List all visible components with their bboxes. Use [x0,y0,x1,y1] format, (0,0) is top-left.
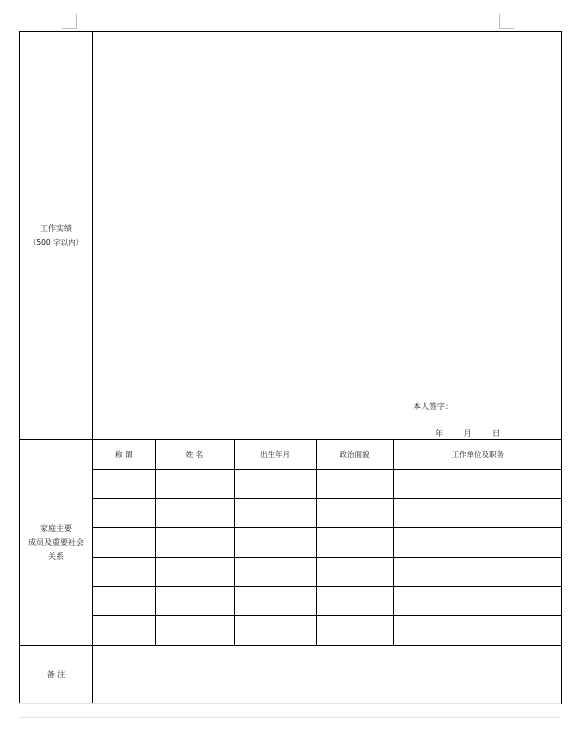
family-row [93,557,562,586]
political-status-cell[interactable] [316,469,393,498]
political-status-cell[interactable] [316,557,393,586]
name-cell[interactable] [155,557,234,586]
family-label-line1: 家庭主要 [40,523,72,533]
name-cell[interactable] [155,615,234,645]
family-row [93,498,562,527]
work-achievements-content[interactable] [93,32,562,440]
name-cell[interactable] [155,498,234,527]
date-day: 日 [492,429,501,438]
column-header-relation: 称 谓 [93,440,155,469]
signature-label: 本人签字： [413,402,453,411]
family-row [93,527,562,557]
birth-date-cell[interactable] [234,615,316,645]
remarks-label-cell [20,646,93,704]
political-status-cell[interactable] [316,498,393,527]
birth-date-cell[interactable] [234,557,316,586]
employer-position-cell[interactable] [393,498,562,527]
employer-position-cell[interactable] [393,527,562,557]
crop-mark-top-left-h [62,28,77,29]
date-year: 年 [435,429,443,438]
crop-mark-top-right-h [499,28,514,29]
column-header-name: 姓 名 [155,440,234,469]
column-header-employer-position: 工作单位及职务 [393,440,562,469]
family-label-line3: 关系 [48,551,64,561]
employer-position-cell[interactable] [393,557,562,586]
relation-cell[interactable] [93,557,155,586]
crop-mark-top-left-v [76,14,77,29]
birth-date-cell[interactable] [234,586,316,615]
family-members-table-cell [93,440,562,646]
work-achievements-label: 工作实绩 [40,223,72,233]
name-cell[interactable] [155,527,234,557]
word-limit-note: （500 字以内） [28,237,84,247]
family-label-line2: 成员及重要社会 [28,537,84,547]
birth-date-cell[interactable] [234,469,316,498]
relation-cell[interactable] [93,498,155,527]
page-bottom-edge [19,703,561,718]
relation-cell[interactable] [93,527,155,557]
relation-cell[interactable] [93,615,155,645]
application-form-table [19,31,562,704]
name-cell[interactable] [155,586,234,615]
work-achievements-label-cell [20,32,93,440]
family-row [93,615,562,645]
remarks-content[interactable] [93,646,562,704]
relation-cell[interactable] [93,586,155,615]
crop-mark-top-right-v [499,14,500,29]
family-members-table [93,440,562,645]
name-cell[interactable] [155,469,234,498]
column-header-birth-date: 出生年月 [234,440,316,469]
remarks-row [20,646,562,704]
column-header-political-status: 政治面貌 [316,440,393,469]
family-row [93,586,562,615]
birth-date-cell[interactable] [234,527,316,557]
employer-position-cell[interactable] [393,586,562,615]
family-members-label-cell [20,440,93,646]
political-status-cell[interactable] [316,615,393,645]
political-status-cell[interactable] [316,586,393,615]
employer-position-cell[interactable] [393,469,562,498]
birth-date-cell[interactable] [234,498,316,527]
political-status-cell[interactable] [316,527,393,557]
family-header-row [93,440,562,469]
work-achievements-row [20,32,562,440]
family-members-row [20,440,562,646]
employer-position-cell[interactable] [393,615,562,645]
remarks-label: 备 注 [46,669,66,679]
date-line [435,428,518,439]
relation-cell[interactable] [93,469,155,498]
date-month: 月 [463,429,472,438]
family-row [93,469,562,498]
